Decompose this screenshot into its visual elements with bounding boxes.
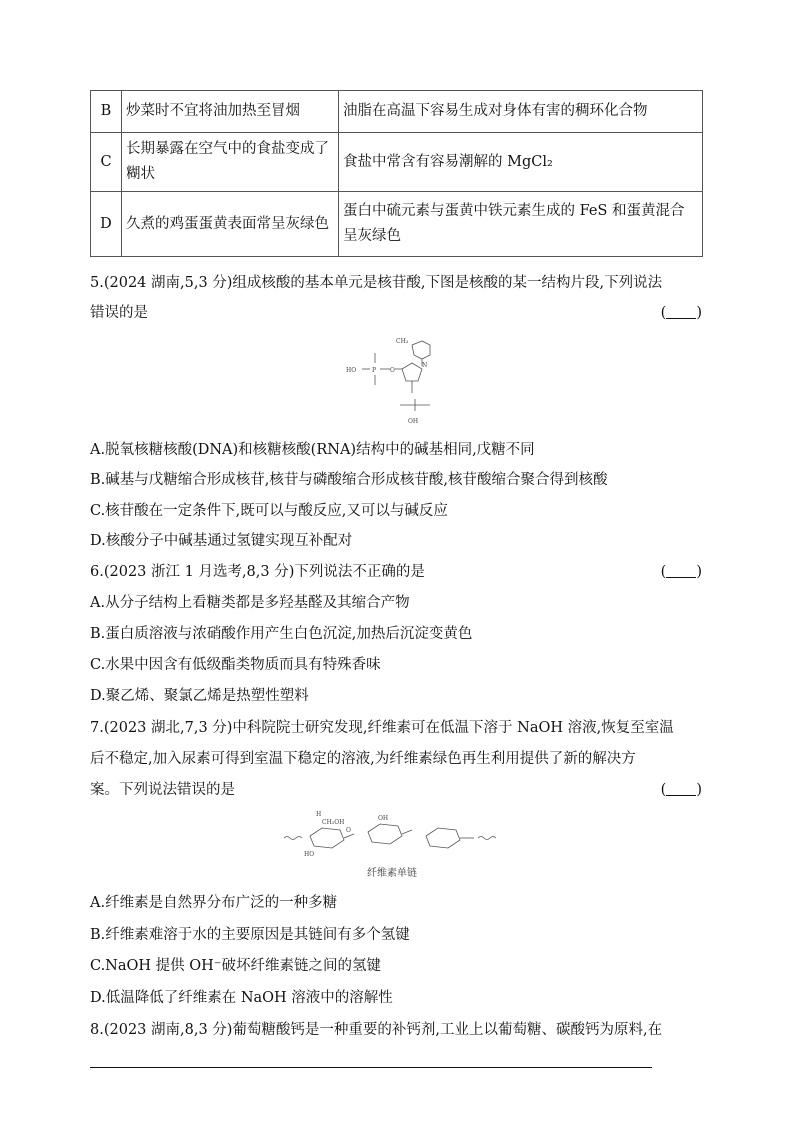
q7-stem-line2: 后不稳定,加入尿素可得到室温下稳定的溶液,为纤维素绿色再生利用提供了新的解决方 — [90, 751, 636, 767]
footer-rule — [90, 1067, 652, 1068]
label-n: N — [422, 362, 428, 369]
label-oh: OH — [408, 418, 419, 425]
label-ch2oh: CH₂OH — [322, 819, 345, 826]
row-label: C — [91, 133, 122, 192]
q6-stem: 6.(2023 浙江 1 月选考,8,3 分)下列说法不正确的是 — [90, 564, 425, 580]
row-item: 炒菜时不宜将油加热至冒烟 — [122, 91, 339, 133]
q5-option-b: B.碱基与戊糖缩合形成核苷,核苷与磷酸缩合形成核苷酸,核苷酸缩合聚合得到核酸 — [90, 472, 608, 488]
label-ho: HO — [346, 367, 357, 374]
q5-stem-line2: 错误的是 — [90, 305, 148, 321]
q6-answer-blank[interactable]: ( ) — [660, 564, 702, 580]
table-row — [91, 133, 703, 192]
nucleotide-structure-figure — [340, 333, 450, 425]
q7-option-c: C.NaOH 提供 OH⁻破坏纤维素链之间的氢键 — [90, 958, 381, 974]
q7-option-d: D.低温降低了纤维素在 NaOH 溶液中的溶解性 — [90, 990, 393, 1006]
label-o: O — [390, 367, 395, 374]
row-item: 久煮的鸡蛋蛋黄表面常呈灰绿色 — [122, 192, 339, 257]
label-o: O — [346, 827, 351, 834]
q6-option-a: A.从分子结构上看糖类都是多羟基醛及其缩合产物 — [90, 595, 410, 611]
label-ho: HO — [304, 851, 315, 858]
q5-option-d: D.核酸分子中碱基通过氢键实现互补配对 — [90, 533, 353, 549]
row-label: D — [91, 192, 122, 257]
q5-option-a: A.脱氧核糖核酸(DNA)和核糖核酸(RNA)结构中的碱基相同,戊糖不同 — [90, 442, 535, 458]
q5-stem-line1: 5.(2024 湖南,5,3 分)组成核酸的基本单元是核苷酸,下图是核酸的某一结构片段,下列说法 — [90, 275, 663, 291]
q5-answer-blank[interactable]: ( ) — [660, 305, 702, 321]
label-p: P — [372, 367, 377, 374]
q6-option-c: C.水果中因含有低级酯类物质而具有特殊香味 — [90, 657, 381, 673]
q6-option-b: B.蛋白质溶液与浓硝酸作用产生白色沉淀,加热后沉淀变黄色 — [90, 626, 473, 642]
q6-option-d: D.聚乙烯、聚氯乙烯是热塑性塑料 — [90, 688, 309, 704]
cellulose-figure-caption: 纤维素单链 — [367, 868, 417, 879]
q5-option-c: C.核苷酸在一定条件下,既可以与酸反应,又可以与碱反应 — [90, 503, 448, 519]
q7-option-b: B.纤维素难溶于水的主要原因是其链间有多个氢键 — [90, 927, 410, 943]
q7-stem-line3: 案。下列说法错误的是 — [90, 782, 235, 798]
q8-stem-line1: 8.(2023 湖南,8,3 分)葡萄糖酸钙是一种重要的补钙剂,工业上以葡萄糖、碳酸钙为原料,在 — [90, 1022, 663, 1038]
table-row — [91, 91, 703, 133]
label-h: H — [316, 811, 322, 818]
row-item: 长期暴露在空气中的食盐变成了糊状 — [122, 133, 339, 192]
row-reason: 蛋白中硫元素与蛋黄中铁元素生成的 FeS 和蛋黄混合呈灰绿色 — [339, 192, 703, 257]
table-row — [91, 192, 703, 257]
options-table — [90, 90, 703, 257]
row-reason: 食盐中常含有容易潮解的 MgCl₂ — [339, 133, 703, 192]
label-oh: OH — [378, 815, 389, 822]
label-ch3: CH₃ — [396, 338, 409, 345]
q7-stem-line1: 7.(2023 湖北,7,3 分)中科院院士研究发现,纤维素可在低温下溶于 NaOH 溶液,恢复至室温 — [90, 720, 674, 736]
row-reason: 油脂在高温下容易生成对身体有害的稠环化合物 — [339, 91, 703, 133]
row-label: B — [91, 91, 122, 133]
q7-answer-blank[interactable]: ( ) — [660, 782, 702, 798]
q7-option-a: A.纤维素是自然界分布广泛的一种多糖 — [90, 895, 338, 911]
cellulose-chain-figure — [282, 808, 512, 860]
